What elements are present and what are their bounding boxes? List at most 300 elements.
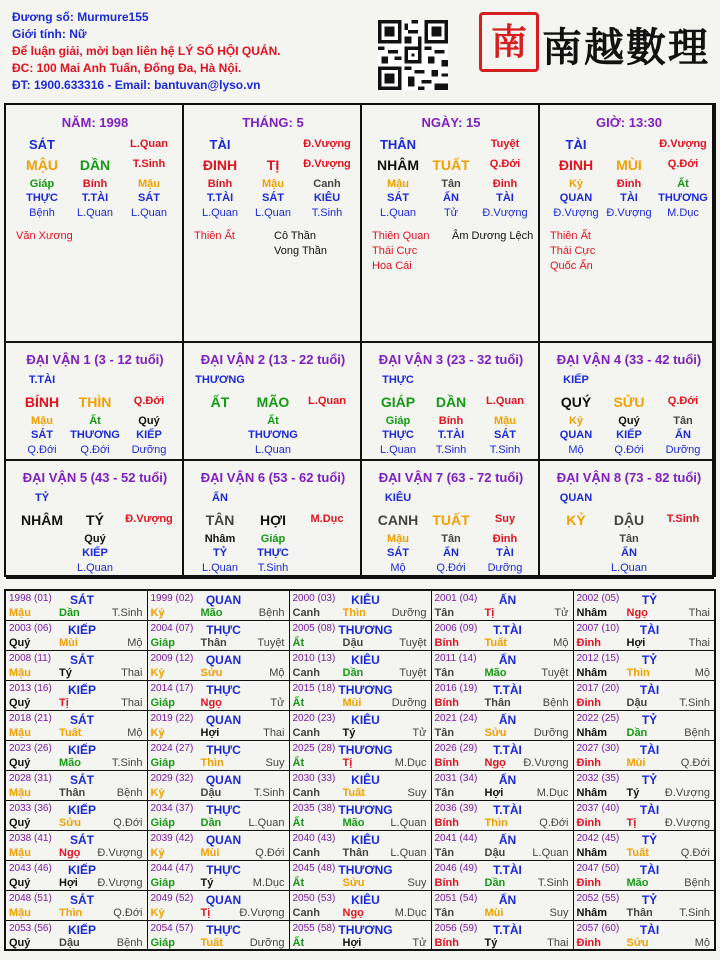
year-stem: Kỷ [150, 906, 165, 919]
year-god: TÀI [639, 622, 660, 637]
year-god: KIÊU [351, 593, 380, 607]
year-stage: Q.Đới [680, 756, 710, 769]
star: Thiên Ất [550, 230, 591, 242]
year-branch: Dần [59, 607, 80, 619]
year-cell [147, 860, 289, 890]
year-god: THƯƠNG [338, 802, 393, 817]
year-label: 2005 (08) [292, 622, 336, 634]
year-stage: Q.Đới [113, 816, 143, 829]
hidden-stem: Canh [313, 178, 341, 190]
dai-van-4 [540, 343, 714, 461]
year-stem: Bính [434, 696, 459, 709]
stage: Đ.Vượng [125, 513, 173, 525]
can-god: T.TÀI [28, 374, 56, 386]
dai-van-1 [6, 343, 184, 461]
year-stage: Mộ [127, 636, 143, 649]
year-stage: L.Quan [390, 816, 427, 829]
year-stem: Ất [292, 876, 305, 889]
chart-grid [4, 103, 716, 577]
year-branch: Mùi [342, 696, 362, 709]
year-god: THƯƠNG [338, 682, 393, 697]
year-branch: Tị [59, 696, 69, 709]
hidden-stem: Tân [441, 533, 461, 545]
year-branch: Mão [59, 756, 81, 769]
year-cell [431, 800, 573, 830]
year-cell [5, 740, 147, 770]
year-label: 2006 (09) [434, 622, 478, 634]
year-branch: Dần [484, 876, 506, 889]
dai-van-title: ĐẠI VẬN 7 (63 - 72 tuổi) [378, 470, 524, 485]
year-cell [147, 590, 289, 620]
year-god: TỶ [641, 832, 658, 847]
year-cell [431, 590, 573, 620]
year-branch: Tuất [626, 846, 649, 859]
year-god: ẤN [498, 712, 517, 727]
year-label: 2046 (49) [434, 862, 478, 874]
year-branch: Tị [342, 756, 353, 769]
year-stage: M.Dục [536, 786, 569, 799]
year-label: 2024 (27) [150, 742, 194, 754]
stage: L.Quan [486, 395, 524, 407]
year-cell [5, 680, 147, 710]
year-stem: Kỷ [150, 726, 165, 739]
year-stem: Mậu [9, 726, 31, 739]
year-label: 2038 (41) [9, 832, 52, 844]
hidden-stage: M.Dục [667, 207, 699, 219]
year-cell [431, 860, 573, 890]
year-god: SÁT [70, 772, 94, 787]
hidden-god: THỰC [26, 192, 58, 204]
year-stem: Đinh [576, 756, 601, 769]
year-label: 2000 (03) [292, 593, 336, 604]
year-god: T.TÀI [493, 862, 522, 877]
year-god: KIÊU [351, 772, 380, 787]
year-label: 2030 (33) [292, 772, 336, 784]
year-stem: Quý [9, 756, 31, 769]
year-god: TỶ [641, 593, 658, 607]
stem: BÍNH [24, 394, 60, 410]
year-cell [289, 890, 431, 920]
hidden-god: ẤN [675, 429, 691, 441]
hidden-god: TỶ [212, 547, 228, 559]
year-branch: Dậu [342, 636, 364, 649]
year-branch: Thìn [59, 906, 83, 919]
year-label: 2043 (46) [9, 862, 52, 874]
year-row [5, 890, 715, 920]
year-label: 2011 (14) [434, 652, 477, 664]
year-label: 2015 (18) [292, 682, 336, 694]
hidden-stem: Mậu [138, 178, 160, 190]
hidden-god: KIẾP [136, 429, 162, 441]
hidden-god: ẤN [621, 547, 637, 559]
branch: TỊ [266, 157, 280, 173]
year-god: ẤN [498, 832, 517, 847]
hidden-god: ẤN [443, 547, 459, 559]
branch: MÃO [256, 394, 290, 410]
year-label: 2032 (35) [576, 772, 620, 784]
year-cell [431, 710, 573, 740]
star: Cô Thần [274, 230, 316, 242]
year-cell [147, 680, 289, 710]
hidden-stage: Q.Đới [27, 444, 57, 456]
year-god: KIẾP [67, 622, 97, 637]
hidden-stage: Tử [443, 207, 459, 219]
year-branch: Ngọ [200, 696, 222, 709]
branch: DẦN [79, 157, 111, 173]
year-god: ẤN [498, 892, 517, 907]
stem: ĐINH [202, 157, 238, 173]
hidden-god: SÁT [494, 429, 516, 441]
can-god: THÂN [379, 137, 417, 152]
year-stem: Canh [292, 666, 320, 679]
hidden-stage: Dưỡng [487, 562, 523, 574]
hidden-god: THỰC [382, 429, 414, 441]
hidden-stem: Giáp [29, 178, 55, 190]
hidden-god: QUAN [559, 429, 593, 441]
year-stem: Giáp [150, 936, 175, 949]
year-label: 2013 (16) [9, 682, 52, 694]
year-label: 2039 (42) [150, 832, 194, 844]
year-god: THỰC [206, 862, 241, 877]
year-god: ẤN [498, 772, 517, 787]
year-stage: Bệnh [258, 607, 285, 619]
year-stem: Đinh [576, 876, 601, 889]
hidden-god: KIÊU [313, 192, 341, 204]
year-label: 2014 (17) [150, 682, 194, 694]
year-stem: Giáp [150, 636, 175, 649]
star: Thái Cực [372, 245, 418, 257]
hidden-stage: Đ.Vượng [553, 207, 599, 219]
year-god: THƯƠNG [338, 922, 393, 937]
qr-code-icon [378, 20, 448, 90]
stage: T.Sinh [132, 158, 166, 170]
branch: HỢI [260, 512, 286, 528]
year-label: 2034 (37) [150, 802, 194, 814]
year-branch: Hợi [200, 726, 220, 739]
year-god: T.TÀI [493, 802, 522, 817]
year-cell [431, 920, 573, 950]
year-cell [573, 860, 715, 890]
year-label: 2049 (52) [150, 892, 194, 904]
year-cell [5, 830, 147, 860]
hidden-stage: L.Quan [130, 207, 168, 219]
year-label: 2002 (05) [576, 593, 620, 604]
hidden-god: SÁT [262, 192, 284, 204]
branch: THÌN [78, 394, 112, 410]
year-stem: Đinh [576, 696, 601, 709]
hidden-stem: Bính [207, 178, 233, 190]
year-stage: M.Dục [394, 756, 427, 769]
year-stage: Mộ [694, 936, 710, 949]
dai-van-title: ĐẠI VẬN 8 (73 - 82 tuổi) [556, 470, 702, 485]
hidden-stem: Tân [619, 533, 639, 545]
year-god: KIÊU [351, 832, 380, 847]
year-branch: Dậu [626, 696, 648, 709]
year-label: 2055 (58) [292, 922, 336, 934]
hidden-stage: L.Quan [76, 562, 114, 574]
chi-god: Tuyệt [490, 138, 520, 150]
year-cell [147, 800, 289, 830]
year-god: THƯƠNG [338, 742, 393, 757]
year-label: 2025 (28) [292, 742, 336, 754]
hidden-god: SÁT [138, 192, 160, 204]
year-label: 2045 (48) [292, 862, 336, 874]
hidden-god: QUAN [559, 192, 593, 204]
hidden-stem: Đinh [616, 178, 642, 190]
year-stem: Tân [434, 666, 455, 679]
year-label: 1998 (01) [9, 593, 52, 604]
year-row [5, 620, 715, 650]
hidden-stage: Dưỡng [131, 444, 167, 456]
stage: Q.Đới [489, 158, 521, 170]
year-branch: Thân [200, 636, 227, 649]
year-branch: Mùi [484, 906, 504, 919]
year-cell [289, 740, 431, 770]
year-cell [147, 920, 289, 950]
hidden-stage: L.Quan [379, 207, 417, 219]
year-branch: Mùi [626, 756, 646, 769]
year-god: QUAN [205, 772, 242, 787]
year-god: QUAN [205, 712, 242, 727]
year-stage: Tuyệt [399, 636, 427, 649]
hidden-stem: Đinh [492, 533, 518, 545]
hidden-stage: T.Sinh [435, 444, 467, 456]
hidden-stage: L.Quan [379, 444, 417, 456]
year-cell [573, 890, 715, 920]
stem: CANH [377, 512, 419, 528]
year-stage: Thai [688, 636, 710, 649]
year-label: 2053 (56) [9, 922, 52, 934]
hidden-stem: Giáp [385, 415, 411, 427]
hidden-god: THƯƠNG [658, 192, 708, 204]
year-stage: Đ.Vượng [97, 876, 143, 889]
hidden-stem: Mậu [262, 178, 284, 190]
year-label: 2029 (32) [150, 772, 194, 784]
year-branch: Mão [626, 876, 649, 889]
hidden-god: ẤN [443, 192, 459, 204]
star: Âm Dương Lệch [452, 230, 534, 242]
year-label: 2018 (21) [9, 712, 52, 724]
year-cell [147, 740, 289, 770]
year-row [5, 770, 715, 800]
hidden-stage: Đ.Vượng [606, 207, 652, 219]
year-cell [289, 620, 431, 650]
hidden-god: SÁT [387, 192, 409, 204]
stage: M.Dục [310, 513, 344, 525]
year-row [5, 830, 715, 860]
year-stem: Bính [434, 636, 459, 649]
year-stem: Tân [434, 846, 455, 859]
can-god: KIÊU [384, 492, 412, 504]
year-stage: Dưỡng [533, 726, 569, 739]
year-cell [5, 800, 147, 830]
year-label: 2009 (12) [150, 652, 194, 664]
year-stage: M.Dục [252, 876, 285, 889]
year-cell [573, 620, 715, 650]
year-stem: Nhâm [576, 906, 608, 919]
year-stage: T.Sinh [679, 906, 710, 919]
year-cell [573, 770, 715, 800]
year-cell [431, 890, 573, 920]
stem: GIÁP [380, 394, 416, 410]
year-cell [289, 770, 431, 800]
year-branch: Ngọ [342, 906, 364, 919]
year-god: KIẾP [67, 742, 97, 757]
can-god: KIẾP [563, 374, 589, 386]
year-god: THỰC [206, 742, 241, 757]
year-god: SÁT [70, 652, 94, 667]
year-god: TÀI [639, 742, 660, 757]
seal-stamp: 南 [479, 12, 539, 72]
year-god: THỰC [206, 802, 241, 817]
year-stem: Mậu [9, 666, 31, 679]
year-row [5, 860, 715, 890]
pillar-title: NĂM: 1998 [61, 115, 129, 130]
year-label: 2036 (39) [434, 802, 478, 814]
year-cell [289, 710, 431, 740]
year-stem: Bính [434, 816, 459, 829]
hidden-stage: L.Quan [254, 207, 292, 219]
year-cell [573, 800, 715, 830]
star: Quốc Ấn [550, 260, 593, 272]
year-stage: Suy [549, 906, 569, 919]
phone-email-line: ĐT: 1900.633316 - Email: bantuvan@lyso.vn [12, 78, 261, 92]
year-stage: Q.Đới [680, 846, 710, 859]
year-god: T.TÀI [493, 922, 522, 937]
year-god: T.TÀI [493, 742, 522, 757]
can-god: THỰC [382, 374, 414, 386]
year-stem: Giáp [150, 816, 175, 829]
year-stage: T.Sinh [537, 876, 569, 889]
year-label: 2051 (54) [434, 892, 478, 904]
year-label: 2012 (15) [576, 652, 620, 664]
year-god: THỰC [206, 922, 241, 937]
year-branch: Tuất [59, 726, 82, 739]
year-stage: Dưỡng [391, 696, 427, 709]
hidden-god: SÁT [31, 429, 53, 441]
year-cell [431, 830, 573, 860]
year-stem: Ất [292, 936, 305, 949]
year-stage: Thai [688, 607, 710, 619]
hidden-stage: Dưỡng [665, 444, 701, 456]
year-god: TÀI [639, 922, 660, 937]
dai-van-title: ĐẠI VẬN 2 (13 - 22 tuổi) [200, 352, 346, 367]
year-label: 2056 (59) [434, 922, 478, 934]
year-stage: T.Sinh [679, 696, 710, 709]
year-label: 2057 (60) [576, 922, 620, 934]
year-label: 2027 (30) [576, 742, 620, 754]
hidden-stem: Kỷ [568, 178, 584, 190]
year-stem: Nhâm [576, 607, 608, 619]
year-branch: Thìn [626, 666, 650, 679]
year-branch: Ngọ [484, 756, 506, 769]
year-stage: Dưỡng [391, 607, 427, 619]
year-cell [147, 710, 289, 740]
year-label: 1999 (02) [150, 593, 194, 604]
year-stem: Mậu [9, 906, 31, 919]
year-stem: Quý [9, 936, 31, 949]
year-god: THỰC [206, 682, 241, 697]
dai-van-8 [540, 461, 714, 579]
year-stem: Kỷ [150, 666, 165, 679]
year-stage: Bệnh [116, 786, 143, 799]
hidden-stage: T.Sinh [489, 444, 521, 456]
year-branch: Tý [626, 786, 640, 799]
year-stem: Tân [434, 607, 455, 619]
year-god: QUAN [205, 652, 242, 667]
year-stem: Tân [434, 726, 455, 739]
year-stem: Quý [9, 696, 31, 709]
year-god: TỶ [641, 712, 658, 727]
year-cell [5, 590, 147, 620]
chi-god: Đ.Vượng [303, 138, 351, 150]
year-stage: Đ.Vượng [239, 906, 285, 919]
year-cell [147, 650, 289, 680]
year-stage: Mộ [553, 636, 569, 649]
year-branch: Tý [200, 876, 214, 889]
star: Hoa Cái [372, 260, 412, 272]
year-branch: Sửu [59, 816, 82, 829]
year-branch: Dần [200, 816, 222, 829]
year-branch: Mão [342, 816, 365, 829]
hidden-stage: Q.Đới [80, 444, 110, 456]
year-stem: Nhâm [576, 666, 608, 679]
year-god: ẤN [498, 593, 517, 607]
year-stage: Tuyệt [399, 666, 427, 679]
hidden-god: T.TÀI [206, 192, 234, 204]
dai-van-6 [184, 461, 362, 579]
year-label: 2020 (23) [292, 712, 336, 724]
year-branch: Sửu [342, 876, 365, 889]
year-god: T.TÀI [493, 682, 522, 697]
year-stage: Mộ [127, 726, 143, 739]
year-branch: Tý [484, 936, 498, 949]
hidden-stem: Ất [267, 415, 279, 427]
stage: Q.Đới [667, 395, 699, 407]
year-stem: Bính [434, 936, 459, 949]
stem: NHÂM [21, 512, 63, 528]
hidden-stem: Mậu [387, 533, 409, 545]
year-stage: Tử [412, 726, 427, 739]
year-stage: Suy [407, 786, 427, 799]
year-god: TỶ [641, 772, 658, 787]
dai-van-3 [362, 343, 540, 461]
year-stem: Quý [9, 816, 31, 829]
branch: SỬU [613, 394, 645, 410]
hidden-god: KIẾP [616, 429, 642, 441]
star: Thái Cực [550, 245, 596, 257]
year-cell [5, 920, 147, 950]
year-stem: Giáp [150, 696, 175, 709]
year-cell [289, 860, 431, 890]
year-stage: Bệnh [684, 876, 710, 889]
year-god: KIÊU [351, 652, 380, 667]
year-cell [431, 680, 573, 710]
pillar-0 [6, 105, 184, 343]
year-stem: Ất [292, 816, 305, 829]
hidden-god: THỰC [257, 547, 289, 559]
pillar-title: THÁNG: 5 [242, 115, 304, 130]
year-stem: Tân [434, 786, 455, 799]
stage: L.Quan [308, 395, 346, 407]
year-stem: Quý [9, 636, 31, 649]
hidden-god: TÀI [496, 547, 514, 559]
year-label: 2019 (22) [150, 712, 194, 724]
year-branch: Thìn [342, 607, 366, 619]
year-stage: Thai [263, 726, 285, 739]
hidden-god: SÁT [387, 547, 409, 559]
dai-van-title: ĐẠI VẬN 6 (53 - 62 tuổi) [200, 470, 346, 485]
